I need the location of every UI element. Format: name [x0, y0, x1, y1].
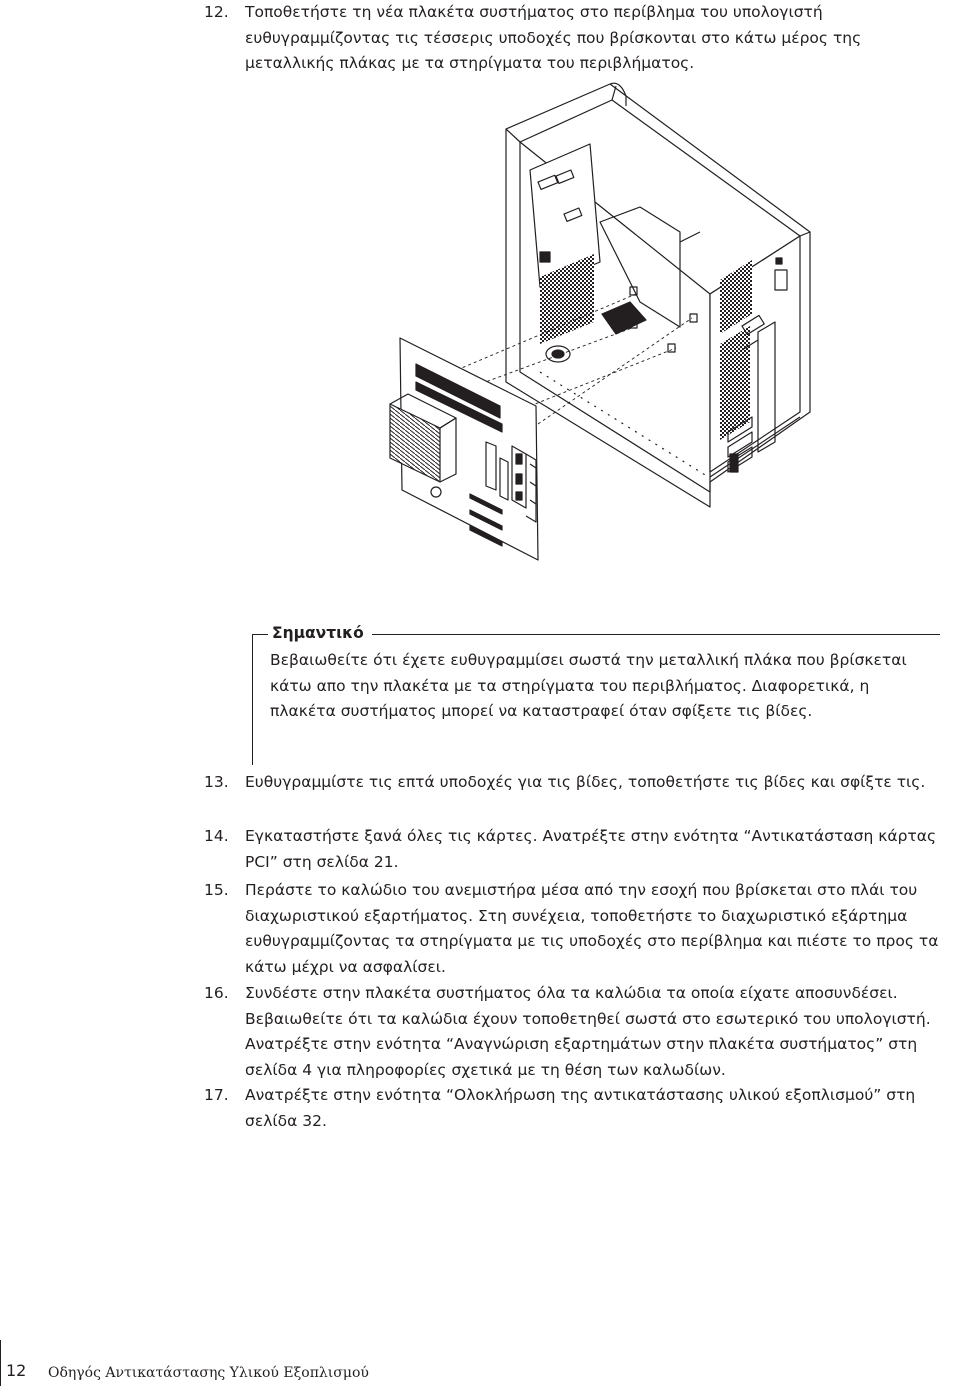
notice-text: Βεβαιωθείτε ότι έχετε ευθυγραμμίσει σωστά την μεταλλική πλάκα που βρίσκεται κάτω απο την πλακέτα με τα στηρίγματα του περιβλήματος. Διαφορετικά, η πλακέτα συστήματος μπορεί να καταστραφεί όταν σφίξετε τις βίδες.	[270, 651, 907, 720]
step-number: 17.	[204, 1086, 229, 1104]
step-number: 15.	[204, 881, 229, 899]
footer-title: Οδηγός Αντικατάστασης Υλικού Εξοπλισμού	[48, 1365, 369, 1381]
step-text: Ευθυγραμμίστε τις επτά υποδοχές για τις βίδες, τοποθετήστε τις βίδες και σφίξτε τις.	[245, 773, 926, 791]
page-number: 12	[6, 1361, 27, 1380]
step-17	[204, 1083, 944, 1134]
step-number: 12.	[204, 3, 229, 21]
step-14	[204, 824, 944, 875]
step-number: 13.	[204, 773, 229, 791]
step-text: Περάστε το καλώδιο του ανεμιστήρα μέσα από την εσοχή που βρίσκεται στο πλάι του διαχωριστικού εξαρτήματος. Στη συνέχεια, τοποθετήστε το διαχωριστικό εξάρτημα ευθυγραμμίζοντας τα στηρίγματα με τις υποδοχές στο περίβλημα και πιέστε το προς τα κάτω μέχρι να ασφαλίσει.	[245, 881, 939, 976]
motherboard-installation-figure	[380, 82, 820, 622]
step-text: Εγκαταστήστε ξανά όλες τις κάρτες. Ανατρέξτε στην ενότητα “Αντικατάσταση κάρτας PCI” στη σελίδα 21.	[245, 827, 937, 871]
computer-chassis	[506, 83, 810, 507]
step-number: 16.	[204, 984, 229, 1002]
step-12	[204, 0, 944, 77]
notice-title: Σημαντικό	[268, 622, 372, 644]
step-16	[204, 981, 944, 1083]
step-text: Ανατρέξτε στην ενότητα “Ολοκλήρωση της αντικατάστασης υλικού εξοπλισμού” στη σελίδα 32.	[245, 1086, 916, 1130]
footer-rule	[0, 1340, 1, 1386]
step-text: Συνδέστε στην πλακέτα συστήματος όλα τα καλώδια τα οποία είχατε αποσυνδέσει. Βεβαιωθείτε ότι τα καλώδια έχουν τοποθετηθεί σωστά στο εσωτερικό του υπολογιστή. Ανατρέξτε στην ενότητα “Αναγνώριση εξαρτημάτων στην πλακέτα συστήματος” στη σελίδα 4 για πληροφορίες σχετικά με τη θέση των καλωδίων.	[245, 984, 931, 1079]
step-number: 14.	[204, 827, 229, 845]
important-notice	[244, 624, 940, 765]
step-13	[204, 770, 944, 796]
step-15	[204, 878, 944, 980]
step-text: Τοποθετήστε τη νέα πλακέτα συστήματος στο περίβλημα του υπολογιστή ευθυγραμμίζοντας τις τέσσερις υποδοχές που βρίσκονται στο κάτω μέρος της μεταλλικής πλάκας με τα στηρίγματα του περιβλήματος.	[245, 3, 862, 72]
